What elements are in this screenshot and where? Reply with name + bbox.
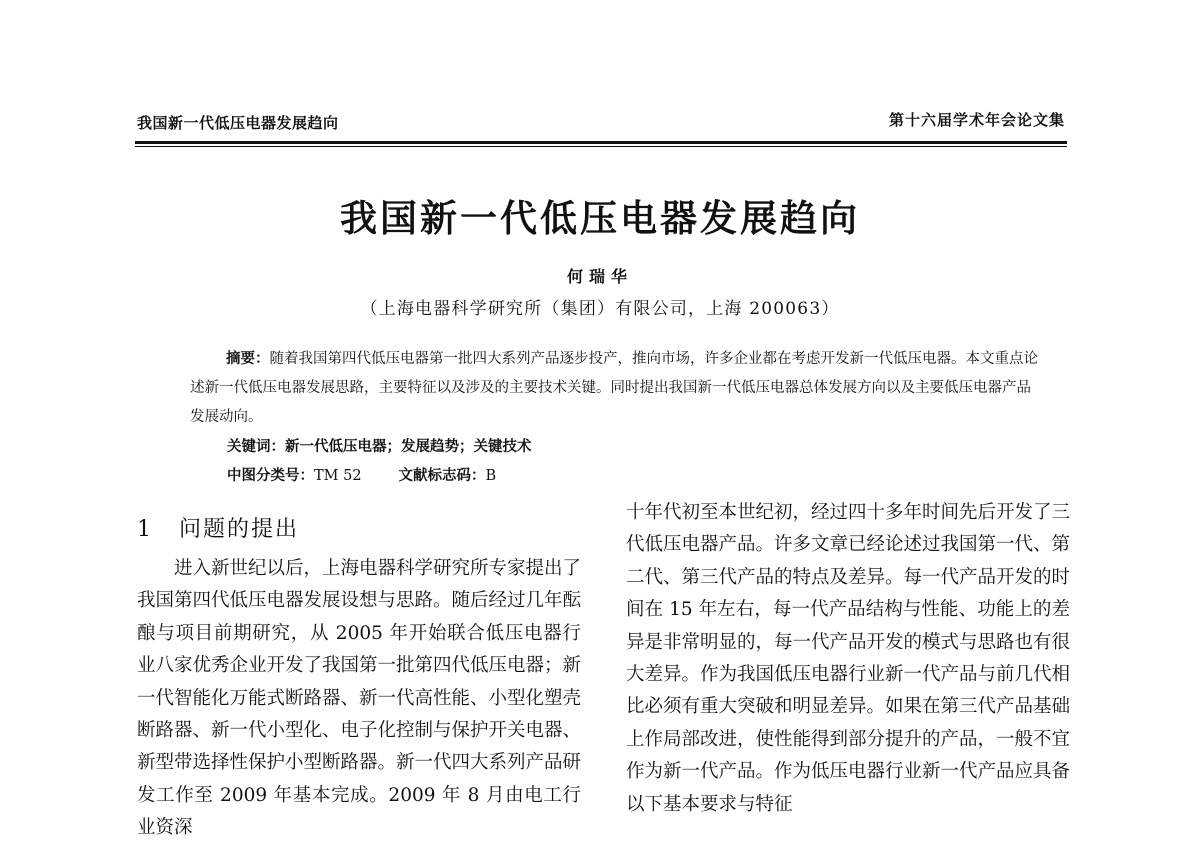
section-heading	[137, 512, 299, 543]
keywords-label: 关键词：	[227, 439, 285, 455]
author-affiliation: （上海电器科学研究所（集团）有限公司，上海 200063）	[360, 299, 840, 319]
header-rule-thick	[135, 141, 1067, 144]
running-head-proceedings: 第十六届学术年会论文集	[888, 111, 1065, 129]
doc-code-value: B	[485, 468, 497, 484]
keywords	[227, 433, 532, 462]
header-rule-thin	[135, 146, 1067, 147]
section-number: 1	[137, 517, 153, 542]
body-left-column: 进入新世纪以后，上海电器科学研究所专家提出了我国第四代低压电器发展设想与思路。随后经过几年酝酿与项目前期研究，从 2005 年开始联合低压电器行业八家优秀企业开发了我国第一批第四代低压电器；新一代智能化万能式断路器、新一代高性能、小型化塑壳断路器、新一代小型化、电子化控制与保护开关电器、新型带选择性保护小型断路器。新一代四大系列产品研发工作至 2009 年基本完成。2009 年 8 月由电工行业资深	[137, 558, 582, 839]
running-head-title: 我国新一代低压电器发展趋向	[137, 114, 339, 132]
body-right-column: 十年代初至本世纪初，经过四十多年时间先后开发了三代低压电器产品。许多文章已经论述过我国第一代、第二代、第三代产品的特点及差异。每一代产品开发的时间在 15 年左右，每一代产品结构与性能、功能上的差异是非常明显的，每一代产品开发的模式与思路也有很大差异。作为我国低压电器行业新一代产品与前几代相比必须有重大突破和明显差异。如果在第三代产品基础上作局部改进，使性能得到部分提升的产品，一般不宜作为新一代产品。作为低压电器行业新一代产品应具备以下基本要求与特征	[626, 502, 1071, 815]
keywords-text: 新一代低压电器；发展趋势；关键技术	[285, 439, 532, 455]
author-name: 何瑞华	[566, 267, 633, 286]
classification-line	[227, 462, 496, 491]
clc-value: TM 52	[314, 468, 362, 484]
abstract-label: 摘要：	[226, 351, 270, 367]
doc-code-label: 文献标志码：	[398, 468, 486, 484]
paper-title: 我国新一代低压电器发展趋向	[340, 197, 860, 240]
abstract-text: 随着我国第四代低压电器第一批四大系列产品逐步投产，推向市场，许多企业都在考虑开发新一代低压电器。本文重点论述新一代低压电器发展思路，主要特征以及涉及的主要技术关键。同时提出我国新一代低压电器总体发展方向以及主要低压电器产品发展动向。	[190, 351, 1038, 425]
clc-label: 中图分类号：	[227, 468, 314, 484]
section-title: 问题的提出	[179, 517, 300, 542]
abstract	[190, 345, 1040, 432]
